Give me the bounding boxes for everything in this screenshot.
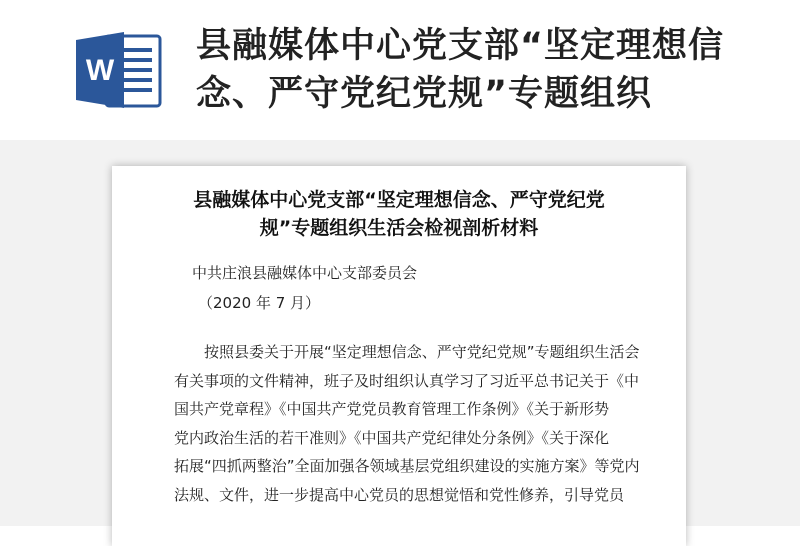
organization-line: 中共庄浪县融媒体中心支部委员会 xyxy=(192,264,418,282)
document-page xyxy=(112,166,686,546)
date-line: （2020 年 7 月） xyxy=(198,294,321,312)
document-title xyxy=(112,186,686,242)
document-title-line-1: 县融媒体中心党支部“坚定理想信念、严守党纪党 xyxy=(193,189,605,211)
word-icon-letter: W xyxy=(85,54,115,87)
body-line: 法规、文件，进一步提高中心党员的思想觉悟和党性修养，引导党员 xyxy=(174,485,625,504)
body-line: 国共产党章程》《中国共产党党员教育管理工作条例》《关于新形势 xyxy=(174,400,610,418)
body-line: 有关事项的文件精神，班子及时组织认真学习了习近平总书记关于《中 xyxy=(174,371,640,390)
word-document-icon xyxy=(76,30,164,110)
body-line: 按照县委关于开展“坚定理想信念、严守党纪党规”专题组织生活会 xyxy=(174,343,640,361)
body-line: 拓展“四抓两整治”全面加强各领域基层党组织建设的实施方案》等党内 xyxy=(174,457,640,475)
body-line: 党内政治生活的若干准则》《中国共产党纪律处分条例》《关于深化 xyxy=(174,428,610,447)
header-banner xyxy=(0,0,800,140)
body-paragraph xyxy=(174,338,652,509)
document-title-line-2: 规”专题组织生活会检视剖析材料 xyxy=(259,217,539,239)
header-title: 县融媒体中心党支部“坚定理想信念、严守党纪党规”专题组织 xyxy=(196,26,725,114)
